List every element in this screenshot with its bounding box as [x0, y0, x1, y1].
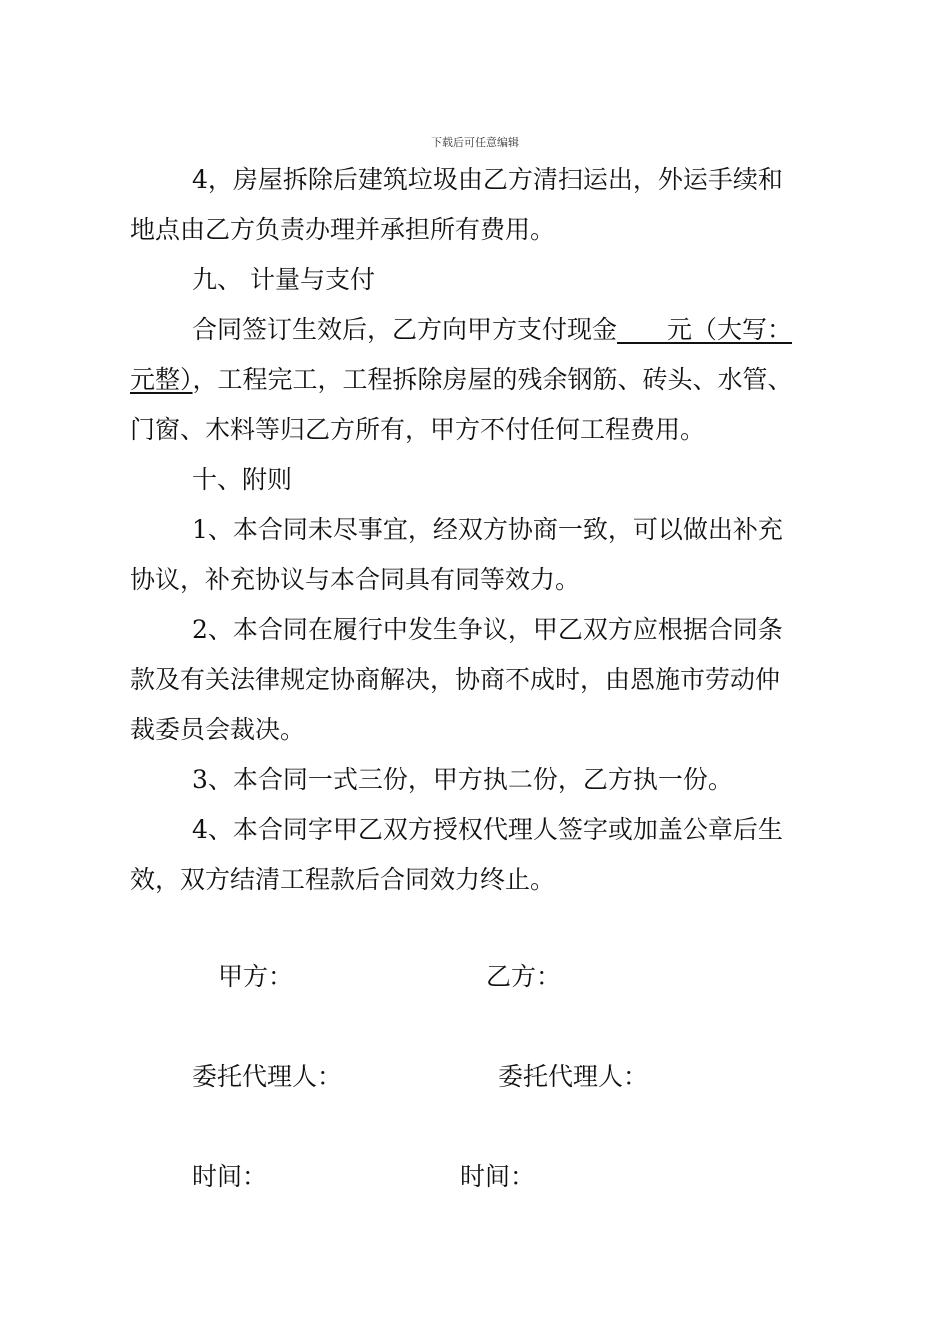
payment-amount-words-blank: 元整）	[130, 365, 193, 394]
article-4-line-1: 4、本合同字甲乙双方授权代理人签字或加盖公章后生	[192, 815, 783, 844]
article-2-line-1: 2、本合同在履行中发生争议，甲乙双方应根据合同条	[192, 615, 783, 644]
article-1-line-2: 协议，补充协议与本合同具有同等效力。	[130, 565, 581, 594]
article-2-line-2: 款及有关法律规定协商解决，协商不成时，由恩施市劳动仲	[130, 665, 781, 694]
party-a-label: 甲方：	[218, 962, 294, 991]
payment-text: 合同签订生效后，乙方向甲方支付现金	[192, 315, 618, 344]
section-9-heading: 九、 计量与支付	[192, 265, 375, 294]
section-9-paragraph-line-1	[192, 315, 792, 345]
page-header: 下载后可任意编辑	[431, 136, 519, 149]
payment-amount-blank: 元（大写：	[617, 315, 793, 344]
clause-8-item-4-line-1: 4，房屋拆除后建筑垃圾由乙方清扫运出，外运手续和	[192, 165, 783, 194]
article-4-line-2: 效，双方结清工程款后合同效力终止。	[130, 865, 556, 894]
time-a-label: 时间：	[192, 1162, 268, 1191]
agent-b-label: 委托代理人：	[498, 1062, 649, 1091]
time-b-label: 时间：	[460, 1162, 536, 1191]
clause-8-item-4-line-2: 地点由乙方负责办理并承担所有费用。	[130, 215, 556, 244]
section-10-heading: 十、附则	[192, 465, 293, 494]
section-9-paragraph-line-2	[130, 365, 793, 395]
agent-a-label: 委托代理人：	[192, 1062, 343, 1091]
party-b-label: 乙方：	[486, 962, 562, 991]
section-9-paragraph-line-3: 门窗、木料等归乙方所有，甲方不付任何工程费用。	[130, 415, 706, 444]
article-1-line-1: 1、本合同未尽事宜，经双方协商一致，可以做出补充	[192, 515, 783, 544]
article-3: 3、本合同一式三份，甲方执二份，乙方执一份。	[192, 765, 733, 794]
payment-text-cont: ，工程完工，工程拆除房屋的残余钢筋、砖头、水管、	[192, 365, 793, 394]
article-2-line-3: 裁委员会裁决。	[130, 715, 306, 744]
